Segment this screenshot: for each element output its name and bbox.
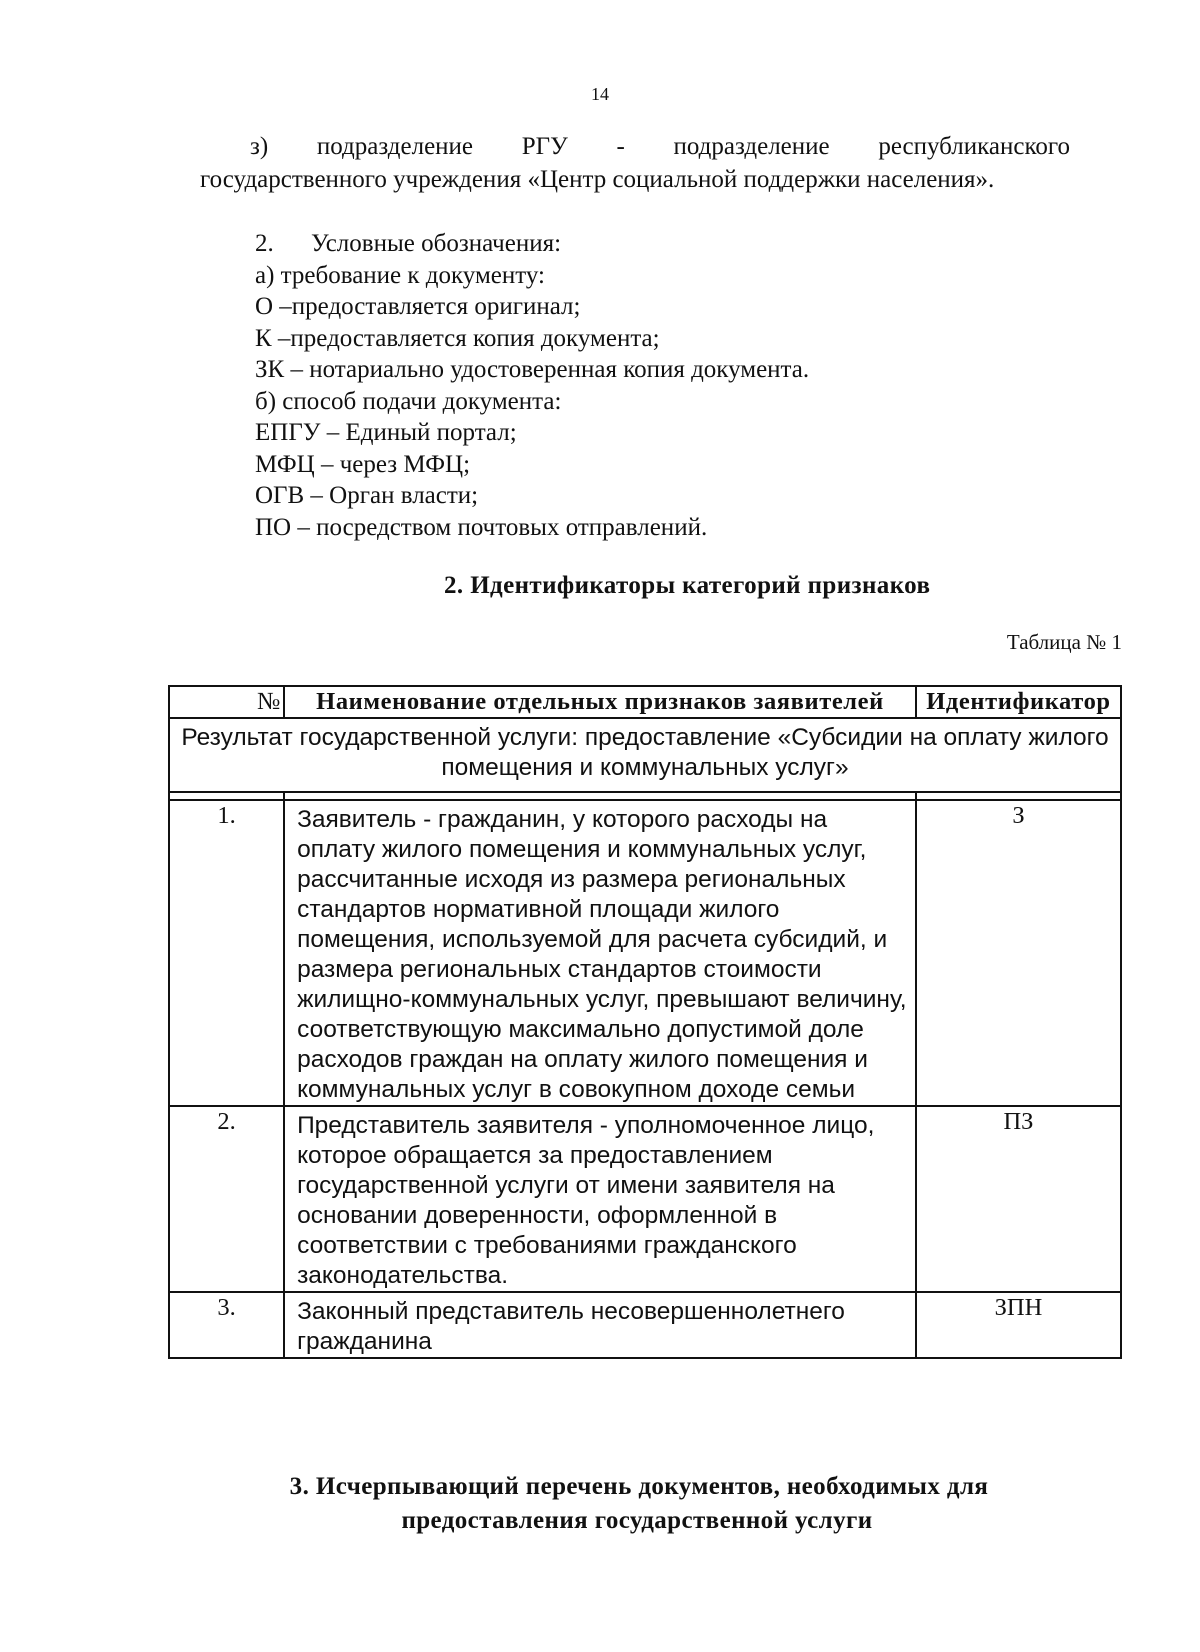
row-identifier: ЗПН [916, 1292, 1121, 1358]
abbreviation-term: РГУ [521, 133, 568, 160]
section-3-heading-line: предоставления государственной услуги [401, 1507, 873, 1534]
row-number: 3. [169, 1292, 284, 1358]
legend-line: б) способ подачи документа: [255, 387, 562, 415]
legend-line: ОГВ – Орган власти; [255, 482, 479, 509]
legend-line: ПО – посредством почтовых отправлений. [255, 513, 708, 541]
table-row [169, 1292, 1121, 1358]
abbreviation-dash: - [616, 133, 625, 160]
legend-line: О –предоставляется оригинал; [255, 293, 581, 320]
abbreviation-word: подразделение [316, 133, 474, 160]
abbreviation-first-line [200, 130, 1070, 163]
header-name: Наименование отдельных признаков заявителей [284, 686, 916, 718]
row-identifier: З [916, 800, 1121, 1106]
page-number: 14 [591, 84, 609, 104]
legend-line: ЗК – нотариально удостоверенная копия документа. [255, 356, 810, 383]
row-description: Заявитель - гражданин, у которого расходы на оплату жилого помещения и коммунальных услуг, рассчитанные исходя из размера региональных стандартов нормативной площади жилого помещения, используемой для расчета субсидий, и размера региональных стандартов стоимости жилищно-коммунальных услуг, превышают величину, соответствующую максимально допустимой доле расходов граждан на оплату жилого помещения и коммунальных услуг в совокупном доходе семьи [284, 800, 916, 1106]
abbreviation-word: подразделение [673, 133, 830, 160]
table-header-row [169, 686, 1121, 718]
legend-line: МФЦ – через МФЦ; [255, 450, 471, 478]
spacer-cell [169, 792, 284, 800]
spacer-cell [916, 792, 1121, 800]
abbreviation-word: республиканского [878, 133, 1070, 160]
row-description: Представитель заявителя - уполномоченное лицо, которое обращается за предоставлением государственной услуги от имени заявителя на основании доверенности, оформленной в соответствии с требованиями гражданского законодательства. [284, 1106, 916, 1292]
table-row [169, 1106, 1121, 1292]
row-identifier: ПЗ [916, 1106, 1121, 1292]
identifiers-table [168, 685, 1122, 1359]
table-caption: Таблица № 1 [1006, 630, 1122, 654]
abbreviation-second-line: государственного учреждения «Центр социальной поддержки населения». [200, 166, 995, 193]
legend-number: 2. [255, 230, 274, 257]
legend-line: а) требование к документу: [255, 261, 545, 289]
section-3-heading-line: 3. Исчерпывающий перечень документов, необходимых для [289, 1473, 989, 1500]
table-spacer-row [169, 792, 1121, 800]
row-number: 1. [169, 800, 284, 1106]
abbreviation-marker: з) [250, 133, 269, 160]
table-row [169, 800, 1121, 1106]
row-number: 2. [169, 1106, 284, 1292]
result-cell: Результат государственной услуги: предоставление «Субсидии на оплату жилого помещения и коммунальных услуг» [169, 718, 1121, 792]
row-description: Законный представитель несовершеннолетнего гражданина [284, 1292, 916, 1358]
legend-title: Условные обозначения: [311, 230, 562, 257]
legend-line: ЕПГУ – Единый портал; [255, 419, 517, 446]
spacer-cell [284, 792, 916, 800]
table-result-row [169, 718, 1121, 792]
legend-line: К –предоставляется копия документа; [255, 324, 660, 352]
header-number: № [169, 686, 284, 718]
abbreviation-paragraph [200, 130, 1070, 196]
legend-title-row [255, 228, 809, 260]
section-3-heading [0, 1470, 1200, 1538]
legend-block [255, 228, 809, 543]
header-identifier: Идентификатор [916, 686, 1121, 718]
section-2-heading: 2. Идентификаторы категорий признаков [444, 572, 931, 599]
